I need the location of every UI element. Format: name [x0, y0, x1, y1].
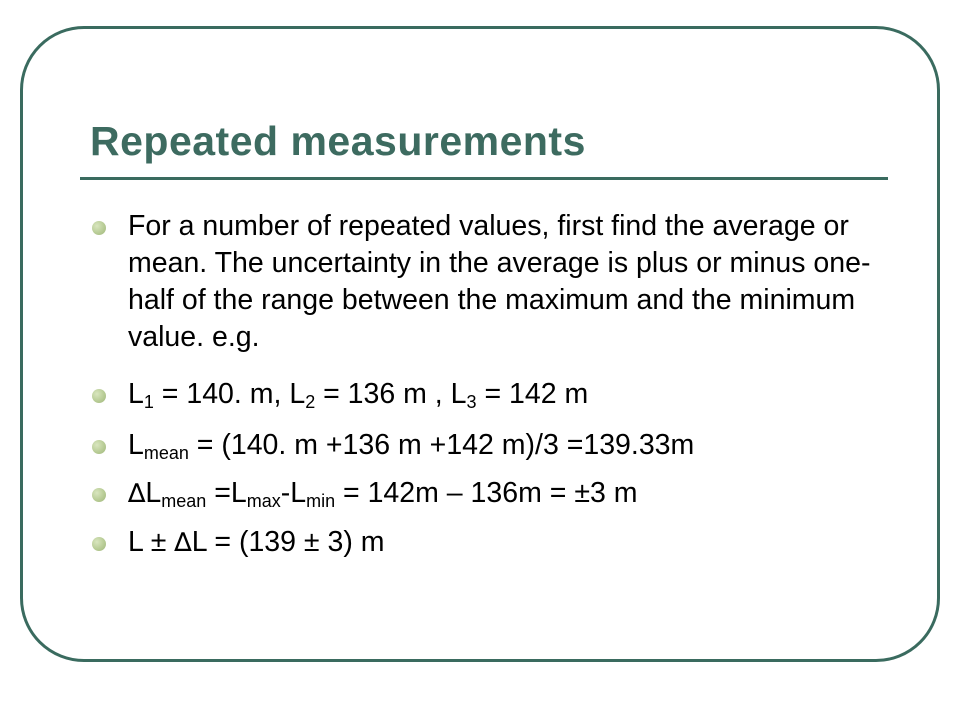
l3-symbol: L [450, 378, 467, 410]
delta-eq-l: =L [206, 477, 247, 509]
bullet-dot-icon [92, 440, 106, 454]
bullet-values [90, 376, 880, 413]
bullet-dot-icon [92, 221, 106, 235]
mean-symbol: L [128, 429, 144, 461]
delta-symbol: ∆ [128, 479, 146, 509]
max-subscript: max [246, 491, 281, 511]
slide-title: Repeated measurements [90, 118, 586, 164]
intro-text: For a number of repeated values, first find the average or mean. The uncertainty in the average is plus or minus one-half of the range between the maximum and the minimum value. e.g. [128, 210, 871, 353]
title-underline [80, 177, 888, 180]
bullet-dot-icon [92, 488, 106, 502]
l3-subscript: 3 [466, 392, 477, 412]
delta-mean-subscript: mean [161, 491, 207, 511]
l1-symbol: L [128, 378, 144, 410]
result-delta-symbol: ∆ [174, 528, 192, 558]
delta-l-symbol: L [145, 477, 162, 509]
result-start: L ± [128, 526, 175, 558]
l3-value: = 142 m [476, 378, 589, 410]
result-equation: L = (139 ± 3) m [191, 526, 385, 558]
minus-l: -L [280, 477, 307, 509]
l1-subscript: 1 [143, 392, 154, 412]
bullet-intro [90, 208, 880, 356]
l2-value: = 136 m , [315, 378, 451, 410]
l1-value: = 140. m, [153, 378, 290, 410]
l2-subscript: 2 [305, 392, 316, 412]
bullet-dot-icon [92, 389, 106, 403]
bullet-list [90, 208, 880, 562]
mean-equation: = (140. m +136 m +142 m)/3 =139.33m [188, 429, 695, 461]
mean-subscript: mean [143, 443, 189, 463]
bullet-result [90, 524, 880, 562]
min-subscript: min [306, 491, 336, 511]
bullet-delta [90, 475, 880, 513]
bullet-mean [90, 427, 880, 464]
l2-symbol: L [289, 378, 306, 410]
bullet-dot-icon [92, 537, 106, 551]
delta-equation: = 142m – 136m = ±3 m [335, 477, 638, 509]
